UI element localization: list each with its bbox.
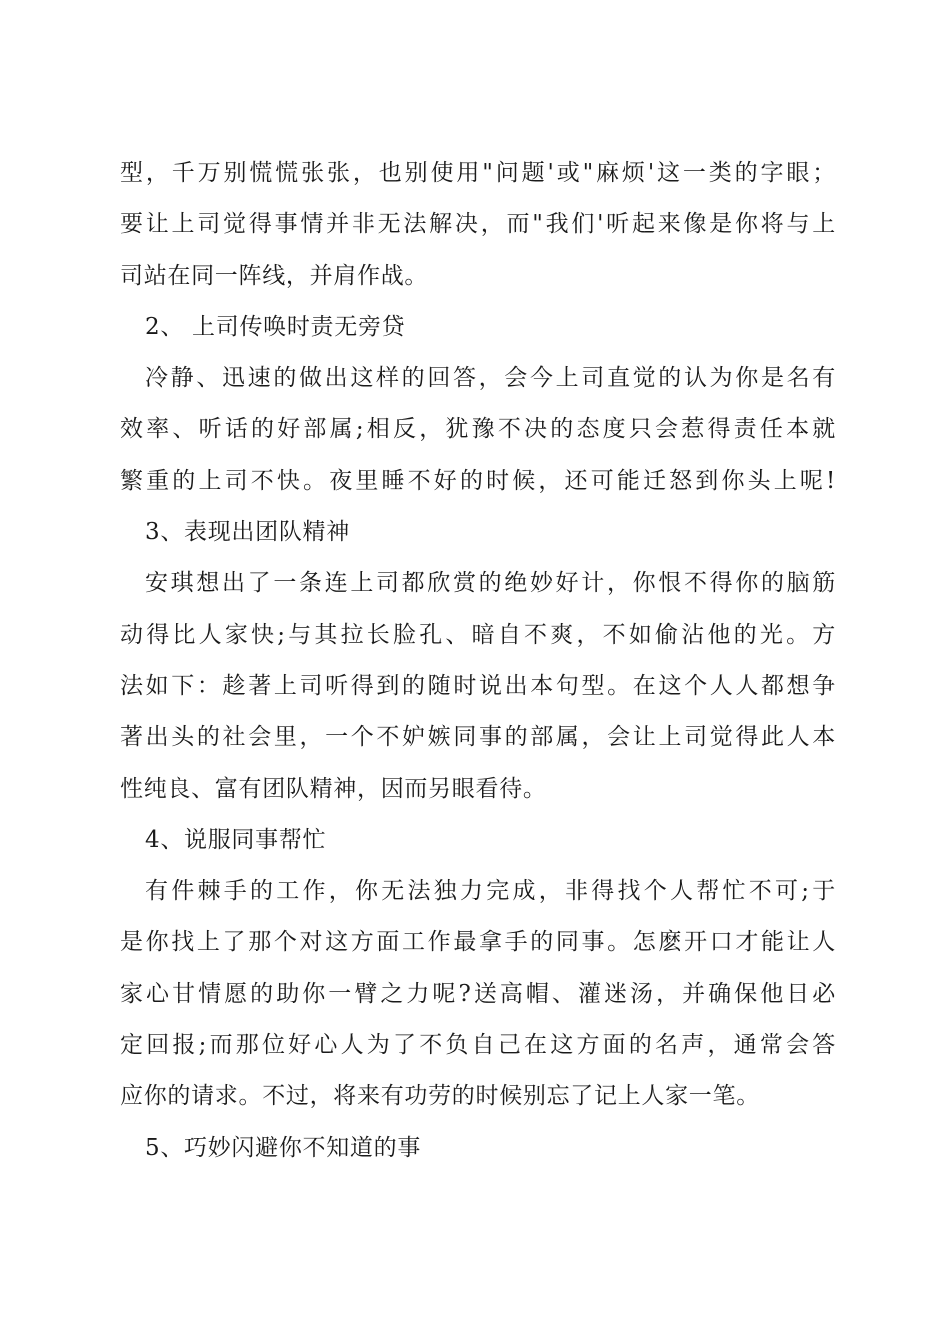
- text-line: 法如下：趁著上司听得到的随时说出本句型。在这个人人都想争: [120, 672, 836, 699]
- text-line: 定回报;而那位好心人为了不负自己在这方面的名声，通常会答: [120, 1032, 836, 1059]
- text-line: 冷静、迅速的做出这样的回答，会今上司直觉的认为你是名有: [145, 365, 836, 392]
- text-line: 是你找上了那个对这方面工作最拿手的同事。怎麽开口才能让人: [120, 929, 836, 956]
- text-line: 安琪想出了一条连上司都欣赏的绝妙好计，你恨不得你的脑筋: [145, 570, 836, 597]
- text-line: 型，千万别慌慌张张，也别使用"问题'或"麻烦'这一类的字眼；: [120, 160, 836, 186]
- text-line: 著出头的社会里，一个不妒嫉同事的部属，会让上司觉得此人本: [120, 724, 836, 751]
- text-line: 有件棘手的工作，你无法独力完成，非得找个人帮忙不可;于: [145, 878, 836, 905]
- text-line: 效率、听话的好部属;相反，犹豫不决的态度只会惹得责任本就: [120, 416, 836, 443]
- text-line: 司站在同一阵线，并肩作战。: [120, 262, 429, 289]
- section-heading: 3、表现出团队精神: [145, 519, 350, 546]
- text-line: 性纯良、富有团队精神，因而另眼看待。: [120, 775, 547, 802]
- document-body: [120, 148, 836, 1174]
- section-heading: 4、说服同事帮忙: [145, 826, 327, 853]
- text-line: 应你的请求。不过，将来有功劳的时候别忘了记上人家一笔。: [120, 1083, 760, 1110]
- text-line: 要让上司觉得事情并非无法解决，而"我们'听起来像是你将与上: [120, 211, 836, 238]
- text-line: 家心甘情愿的助你一臂之力呢?送高帽、灌迷汤，并确保他日必: [120, 980, 836, 1007]
- section-heading: 5、巧妙闪避你不知道的事: [145, 1134, 422, 1161]
- text-line: 繁重的上司不快。夜里睡不好的时候，还可能迁怒到你头上呢!: [120, 467, 836, 494]
- section-heading: 2、 上司传唤时责无旁贷: [145, 313, 406, 340]
- text-line: 动得比人家快;与其拉长脸孔、暗自不爽，不如偷沾他的光。方: [120, 621, 836, 648]
